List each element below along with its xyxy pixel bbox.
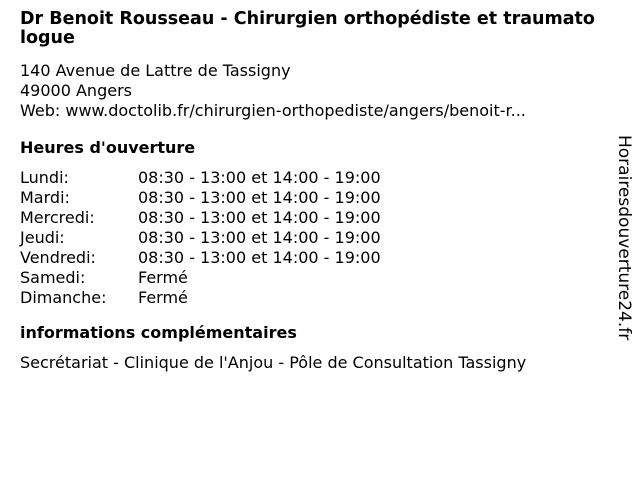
day-label: Mardi: [20,188,70,207]
website-link[interactable]: Web: www.doctolib.fr/chirurgien-orthopediste/angers/benoit-r... [20,101,526,120]
opening-hours-table [20,168,600,308]
listing-content [20,10,600,373]
hours-row-thursday [20,228,600,248]
hours-row-tuesday [20,188,600,208]
day-label: Samedi: [20,268,86,287]
doctor-name-title: Dr Benoit Rousseau - Chirurgien orthopédiste et traumatologue [20,9,595,48]
day-hours: 08:30 - 13:00 et 14:00 - 19:00 [138,248,381,267]
day-hours: 08:30 - 13:00 et 14:00 - 19:00 [138,208,381,227]
day-label: Dimanche: [20,288,107,307]
day-label: Lundi: [20,168,69,187]
hours-row-monday [20,168,600,188]
day-hours: Fermé [138,268,188,287]
day-hours: Fermé [138,288,188,307]
hours-row-saturday [20,268,600,288]
site-watermark: Horairesdouverture24.fr [614,135,634,341]
day-hours: 08:30 - 13:00 et 14:00 - 19:00 [138,168,381,187]
day-hours: 08:30 - 13:00 et 14:00 - 19:00 [138,228,381,247]
day-label: Mercredi: [20,208,95,227]
opening-hours-heading: Heures d'ouverture [20,138,196,157]
hours-row-friday [20,248,600,268]
additional-info-heading: informations complémentaires [20,323,297,342]
additional-info-text: Secrétariat - Clinique de l'Anjou - Pôle de Consultation Tassigny [20,353,527,372]
hours-row-sunday [20,288,600,308]
city-address: 49000 Angers [20,81,132,100]
street-address: 140 Avenue de Lattre de Tassigny [20,61,291,80]
day-label: Jeudi: [20,228,65,247]
day-label: Vendredi: [20,248,96,267]
day-hours: 08:30 - 13:00 et 14:00 - 19:00 [138,188,381,207]
hours-row-wednesday [20,208,600,228]
address-block [20,61,600,121]
